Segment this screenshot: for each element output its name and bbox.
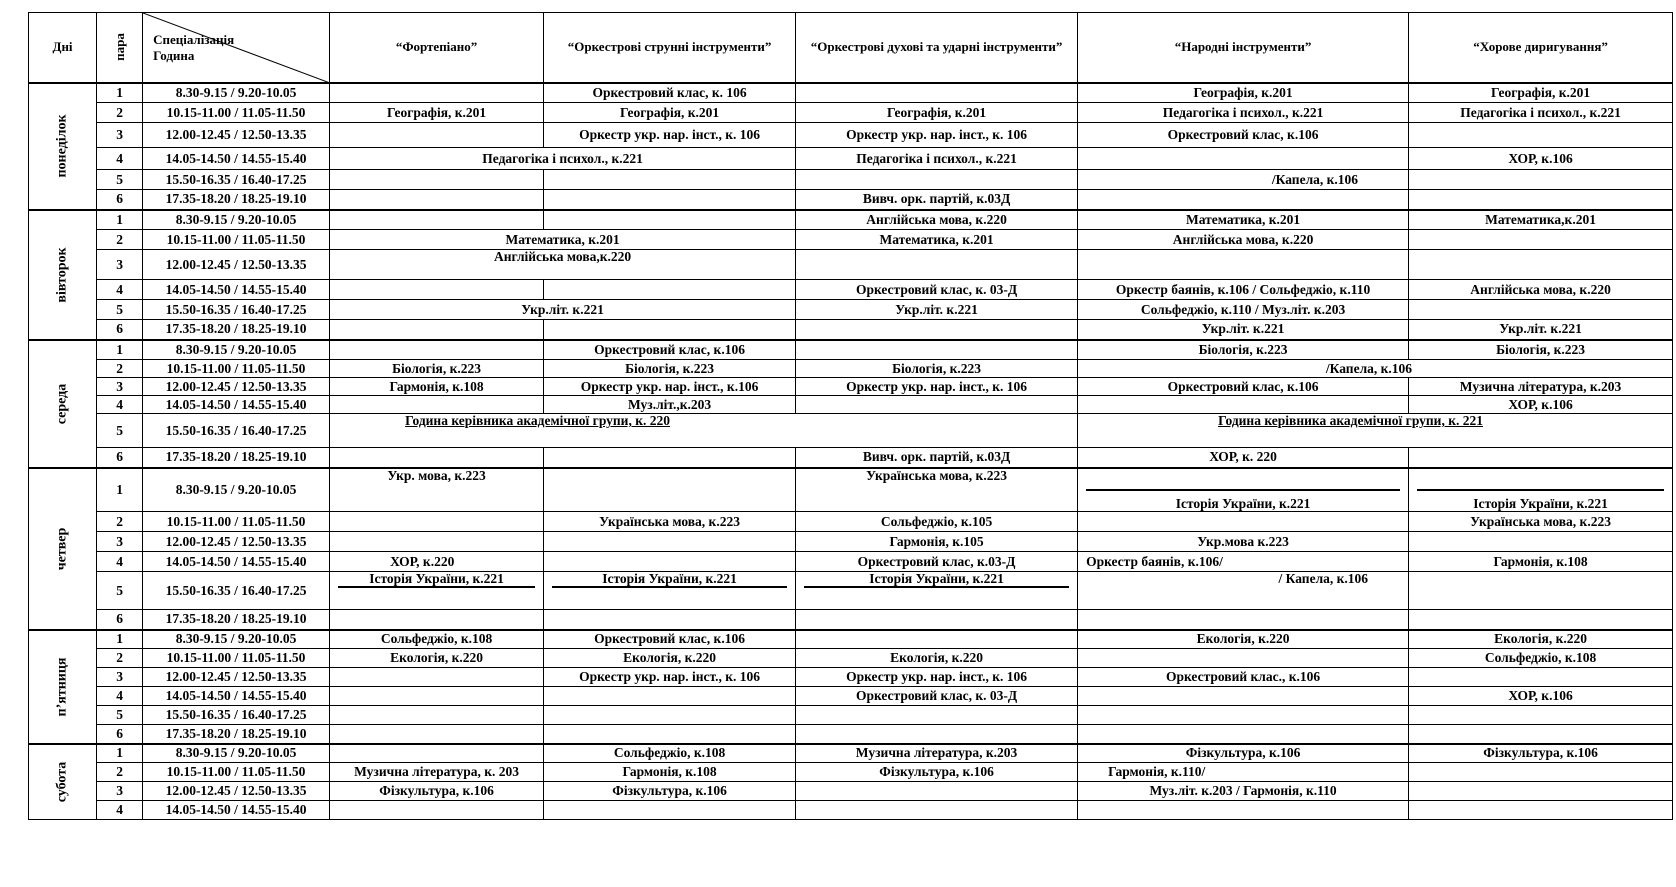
spec-choir: “Хорове диригування” — [1409, 13, 1673, 83]
schedule-cell: 1 — [97, 210, 143, 230]
schedule-cell: Біологія, к.223 — [1409, 340, 1673, 360]
schedule-cell: 4 — [97, 280, 143, 300]
schedule-cell — [1409, 801, 1673, 820]
schedule-cell — [544, 532, 796, 552]
schedule-cell: 10.15-11.00 / 11.05-11.50 — [143, 649, 330, 668]
schedule-cell: 3 — [97, 378, 143, 396]
schedule-cell: Укр.літ. к.221 — [1078, 320, 1409, 340]
schedule-cell: Біологія, к.223 — [1078, 340, 1409, 360]
day-monday: понеділок — [29, 83, 97, 210]
schedule-cell: 6 — [97, 190, 143, 210]
schedule-cell: 14.05-14.50 / 14.55-15.40 — [143, 801, 330, 820]
schedule-cell: 4 — [97, 801, 143, 820]
schedule-cell — [544, 725, 796, 744]
schedule-cell — [1409, 763, 1673, 782]
schedule-cell — [330, 448, 544, 468]
schedule-cell — [1078, 725, 1409, 744]
schedule-cell: Укр.літ. к.221 — [796, 300, 1078, 320]
schedule-cell: 14.05-14.50 / 14.55-15.40 — [143, 280, 330, 300]
schedule-cell: Англійська мова, к.220 — [1409, 280, 1673, 300]
schedule-cell: 10.15-11.00 / 11.05-11.50 — [143, 360, 330, 378]
schedule-cell: 4 — [97, 148, 143, 170]
schedule-cell — [1409, 572, 1673, 610]
para-header: пара — [97, 13, 143, 83]
schedule-cell: 6 — [97, 610, 143, 630]
schedule-cell: Оркестровий клас, к.106 — [1078, 378, 1409, 396]
schedule-cell: 8.30-9.15 / 9.20-10.05 — [143, 83, 330, 103]
schedule-cell — [1078, 250, 1409, 280]
schedule-cell: Фізкультура, к.106 — [1409, 744, 1673, 763]
schedule-cell: Біологія, к.223 — [330, 360, 544, 378]
schedule-cell: Оркестр укр. нар. інст., к. 106 — [796, 123, 1078, 148]
schedule-cell: 1 — [97, 468, 143, 512]
schedule-cell — [1409, 448, 1673, 468]
schedule-cell: 1 — [97, 340, 143, 360]
schedule-cell — [544, 320, 796, 340]
schedule-cell — [330, 340, 544, 360]
schedule-cell: Сольфеджіо, к.105 — [796, 512, 1078, 532]
spec-hour-header — [143, 13, 330, 83]
day-tuesday: вівторок — [29, 210, 97, 340]
schedule-cell: Англійська мова,к.220 — [330, 250, 796, 280]
schedule-cell: 14.05-14.50 / 14.55-15.40 — [143, 396, 330, 414]
schedule-cell — [796, 170, 1078, 190]
spec-label: Спеціалізація — [153, 32, 235, 47]
schedule-cell: Укр.мова к.223 — [1078, 532, 1409, 552]
schedule-cell — [1078, 190, 1409, 210]
schedule-cell — [330, 190, 544, 210]
schedule-cell — [544, 170, 796, 190]
schedule-cell: Муз.літ. к.203 / Гармонія, к.110 — [1078, 782, 1409, 801]
schedule-cell: Сольфеджіо, к.110 / Муз.літ. к.203 — [1078, 300, 1409, 320]
schedule-cell — [796, 83, 1078, 103]
schedule-cell: Оркестровий клас, к.106 — [544, 340, 796, 360]
schedule-cell — [330, 610, 544, 630]
schedule-cell — [1409, 300, 1673, 320]
schedule-cell — [330, 725, 544, 744]
schedule-cell: ХОР, к.106 — [1409, 148, 1673, 170]
schedule-cell: Екологія, к.220 — [1409, 630, 1673, 649]
schedule-cell: Гармонія, к.108 — [1409, 552, 1673, 572]
schedule-cell: 5 — [97, 572, 143, 610]
schedule-cell: Фізкультура, к.106 — [330, 782, 544, 801]
schedule-cell — [1409, 532, 1673, 552]
schedule-cell: Гармонія, к.108 — [330, 378, 544, 396]
schedule-cell: Сольфеджіо, к.108 — [544, 744, 796, 763]
schedule-cell: Географія, к.201 — [1078, 83, 1409, 103]
spec-piano: “Фортепіано” — [330, 13, 544, 83]
schedule-cell: Оркестр баянів, к.106 / Сольфеджіо, к.110 — [1078, 280, 1409, 300]
schedule-cell: Година керівника академічної групи, к. 221 — [1078, 414, 1673, 448]
schedule-cell: Вивч. орк. партій, к.03Д — [796, 448, 1078, 468]
schedule-cell: 8.30-9.15 / 9.20-10.05 — [143, 210, 330, 230]
schedule-cell: Оркестр укр. нар. інст., к. 106 — [544, 668, 796, 687]
schedule-cell: Українська мова, к.223 — [796, 468, 1078, 512]
schedule-cell: Педагогіка і психол., к.221 — [796, 148, 1078, 170]
schedule-cell: 3 — [97, 668, 143, 687]
schedule-cell: Оркестр укр. нар. інст., к. 106 — [544, 123, 796, 148]
schedule-cell — [1409, 230, 1673, 250]
schedule-cell: Історія України, к.221 — [796, 572, 1078, 610]
schedule-cell: 14.05-14.50 / 14.55-15.40 — [143, 552, 330, 572]
schedule-cell: Оркестр баянів, к.106/ — [1078, 552, 1409, 572]
schedule-cell — [330, 801, 544, 820]
schedule-cell: Вивч. орк. партій, к.03Д — [796, 190, 1078, 210]
schedule-cell: Українська мова, к.223 — [1409, 512, 1673, 532]
schedule-cell — [330, 83, 544, 103]
schedule-cell: Гармонія, к.105 — [796, 532, 1078, 552]
schedule-cell: 1 — [97, 630, 143, 649]
schedule-cell: Укр. мова, к.223 — [330, 468, 544, 512]
schedule-cell: 17.35-18.20 / 18.25-19.10 — [143, 190, 330, 210]
schedule-cell — [796, 630, 1078, 649]
schedule-cell — [1409, 610, 1673, 630]
spec-strings: “Оркестрові струнні інструменти” — [544, 13, 796, 83]
day-wednesday: середа — [29, 340, 97, 468]
schedule-cell — [1078, 706, 1409, 725]
schedule-cell: /Капела, к.106 — [1078, 170, 1409, 190]
schedule-cell: Фізкультура, к.106 — [796, 763, 1078, 782]
schedule-cell: 4 — [97, 687, 143, 706]
schedule-cell: Оркестровий клас, к. 03-Д — [796, 280, 1078, 300]
schedule-cell: Біологія, к.223 — [796, 360, 1078, 378]
schedule-cell: 3 — [97, 782, 143, 801]
schedule-cell: Географія, к.201 — [796, 103, 1078, 123]
schedule-cell: Оркестровий клас, к.106 — [544, 630, 796, 649]
schedule-cell: 6 — [97, 448, 143, 468]
schedule-cell: 15.50-16.35 / 16.40-17.25 — [143, 300, 330, 320]
schedule-cell: 15.50-16.35 / 16.40-17.25 — [143, 414, 330, 448]
schedule-cell: Сольфеджіо, к.108 — [1409, 649, 1673, 668]
schedule-cell — [796, 725, 1078, 744]
schedule-cell: 2 — [97, 230, 143, 250]
schedule-cell: Муз.літ.,к.203 — [544, 396, 796, 414]
schedule-cell: 8.30-9.15 / 9.20-10.05 — [143, 468, 330, 512]
schedule-cell — [796, 706, 1078, 725]
schedule-cell: ХОР, к.106 — [1409, 687, 1673, 706]
schedule-cell: Екологія, к.220 — [330, 649, 544, 668]
schedule-cell — [544, 687, 796, 706]
schedule-cell — [544, 448, 796, 468]
schedule-cell: Математика, к.201 — [330, 230, 796, 250]
schedule-cell — [1078, 396, 1409, 414]
schedule-cell: Година керівника академічної групи, к. 220 — [330, 414, 1078, 448]
schedule-cell: 2 — [97, 103, 143, 123]
schedule-cell: 12.00-12.45 / 12.50-13.35 — [143, 782, 330, 801]
schedule-cell: Математика,к.201 — [1409, 210, 1673, 230]
schedule-cell: Педагогіка і психол., к.221 — [1409, 103, 1673, 123]
schedule-cell — [796, 396, 1078, 414]
schedule-cell: 17.35-18.20 / 18.25-19.10 — [143, 610, 330, 630]
schedule-cell — [1409, 782, 1673, 801]
schedule-cell — [1409, 190, 1673, 210]
schedule-cell: ХОР, к.220 — [330, 552, 544, 572]
schedule-cell: 2 — [97, 649, 143, 668]
schedule-cell: 8.30-9.15 / 9.20-10.05 — [143, 630, 330, 649]
schedule-cell: Історія України, к.221 — [1409, 468, 1673, 512]
schedule-cell: Укр.літ. к.221 — [330, 300, 796, 320]
schedule-cell: 14.05-14.50 / 14.55-15.40 — [143, 148, 330, 170]
schedule-cell: ХОР, к. 220 — [1078, 448, 1409, 468]
schedule-cell — [544, 801, 796, 820]
schedule-cell: 15.50-16.35 / 16.40-17.25 — [143, 706, 330, 725]
schedule-cell — [796, 320, 1078, 340]
schedule-cell: 15.50-16.35 / 16.40-17.25 — [143, 572, 330, 610]
schedule-cell — [330, 170, 544, 190]
schedule-cell: 12.00-12.45 / 12.50-13.35 — [143, 378, 330, 396]
schedule-cell: 14.05-14.50 / 14.55-15.40 — [143, 687, 330, 706]
days-header: Дні — [29, 13, 97, 83]
schedule-cell: Англійська мова, к.220 — [796, 210, 1078, 230]
schedule-cell: 4 — [97, 552, 143, 572]
schedule-cell: Музична література, к.203 — [1409, 378, 1673, 396]
schedule-cell: Оркестровий клас, к. 03-Д — [796, 687, 1078, 706]
schedule-cell — [330, 123, 544, 148]
schedule-cell — [544, 210, 796, 230]
schedule-cell: Українська мова, к.223 — [544, 512, 796, 532]
schedule-cell: 1 — [97, 83, 143, 103]
schedule-cell — [1409, 170, 1673, 190]
schedule-table — [28, 12, 1673, 820]
schedule-cell: Історія України, к.221 — [544, 572, 796, 610]
spec-winds: “Оркестрові духові та ударні інструменти” — [796, 13, 1078, 83]
schedule-cell: 3 — [97, 250, 143, 280]
schedule-cell: Оркестровий клас., к.106 — [1078, 668, 1409, 687]
schedule-cell — [1409, 725, 1673, 744]
schedule-cell: 4 — [97, 396, 143, 414]
schedule-cell: 10.15-11.00 / 11.05-11.50 — [143, 763, 330, 782]
schedule-cell — [796, 801, 1078, 820]
schedule-cell — [544, 468, 796, 512]
schedule-cell: Географія, к.201 — [1409, 83, 1673, 103]
schedule-cell — [1078, 610, 1409, 630]
schedule-cell: Екологія, к.220 — [796, 649, 1078, 668]
schedule-cell: Педагогіка і психол., к.221 — [1078, 103, 1409, 123]
schedule-cell: 10.15-11.00 / 11.05-11.50 — [143, 230, 330, 250]
schedule-cell — [796, 782, 1078, 801]
schedule-cell: 5 — [97, 414, 143, 448]
schedule-cell: Оркестровий клас, к.106 — [1078, 123, 1409, 148]
schedule-cell: Оркестр укр. нар. інст., к. 106 — [796, 668, 1078, 687]
day-friday: п’ятниця — [29, 630, 97, 744]
schedule-cell: ХОР, к.106 — [1409, 396, 1673, 414]
schedule-cell — [1409, 250, 1673, 280]
schedule-cell — [544, 280, 796, 300]
schedule-cell — [1078, 687, 1409, 706]
schedule-cell: Фізкультура, к.106 — [1078, 744, 1409, 763]
schedule-cell: 12.00-12.45 / 12.50-13.35 — [143, 123, 330, 148]
schedule-cell: /Капела, к.106 — [1078, 360, 1673, 378]
schedule-cell — [1078, 148, 1409, 170]
schedule-cell: Оркестр укр. нар. інст., к.106 — [544, 378, 796, 396]
schedule-cell — [544, 706, 796, 725]
schedule-cell: Укр.літ. к.221 — [1409, 320, 1673, 340]
hour-label: Година — [153, 48, 195, 63]
schedule-cell: Оркестр укр. нар. інст., к. 106 — [796, 378, 1078, 396]
header-row — [29, 13, 1673, 83]
schedule-cell — [330, 668, 544, 687]
schedule-cell — [1078, 512, 1409, 532]
schedule-cell: 10.15-11.00 / 11.05-11.50 — [143, 512, 330, 532]
schedule-cell — [796, 250, 1078, 280]
schedule-cell: Географія, к.201 — [544, 103, 796, 123]
schedule-cell: Музична література, к.203 — [796, 744, 1078, 763]
schedule-cell: Математика, к.201 — [1078, 210, 1409, 230]
schedule-cell: Оркестровий клас, к.03-Д — [796, 552, 1078, 572]
schedule-cell: 8.30-9.15 / 9.20-10.05 — [143, 744, 330, 763]
schedule-cell: 12.00-12.45 / 12.50-13.35 — [143, 532, 330, 552]
schedule-cell — [544, 552, 796, 572]
schedule-cell: 5 — [97, 300, 143, 320]
schedule-cell — [544, 190, 796, 210]
schedule-cell: 3 — [97, 532, 143, 552]
schedule-cell: Біологія, к.223 — [544, 360, 796, 378]
schedule-cell: 8.30-9.15 / 9.20-10.05 — [143, 340, 330, 360]
schedule-cell: Географія, к.201 — [330, 103, 544, 123]
schedule-cell: Фізкультура, к.106 — [544, 782, 796, 801]
schedule-cell — [1078, 649, 1409, 668]
schedule-cell — [330, 396, 544, 414]
schedule-cell — [1409, 123, 1673, 148]
schedule-cell — [1078, 801, 1409, 820]
schedule-cell: Історія України, к.221 — [1078, 468, 1409, 512]
schedule-cell: Екологія, к.220 — [544, 649, 796, 668]
day-thursday: четвер — [29, 468, 97, 630]
schedule-cell: 2 — [97, 360, 143, 378]
schedule-cell — [330, 687, 544, 706]
day-saturday: субота — [29, 744, 97, 820]
schedule-cell: 12.00-12.45 / 12.50-13.35 — [143, 250, 330, 280]
schedule-cell: Оркестровий клас, к. 106 — [544, 83, 796, 103]
schedule-cell: 17.35-18.20 / 18.25-19.10 — [143, 320, 330, 340]
schedule-cell — [330, 532, 544, 552]
schedule-cell — [796, 610, 1078, 630]
schedule-cell — [330, 280, 544, 300]
schedule-cell: Гармонія, к.110/ — [1078, 763, 1409, 782]
schedule-cell: 15.50-16.35 / 16.40-17.25 — [143, 170, 330, 190]
schedule-cell: Сольфеджіо, к.108 — [330, 630, 544, 649]
schedule-cell: Гармонія, к.108 — [544, 763, 796, 782]
schedule-cell — [1409, 668, 1673, 687]
schedule-cell: 17.35-18.20 / 18.25-19.10 — [143, 725, 330, 744]
schedule-cell: / Капела, к.106 — [1078, 572, 1409, 610]
schedule-cell: 5 — [97, 706, 143, 725]
schedule-cell — [330, 210, 544, 230]
schedule-cell — [330, 706, 544, 725]
schedule-cell — [330, 320, 544, 340]
schedule-cell: Екологія, к.220 — [1078, 630, 1409, 649]
schedule-cell: 6 — [97, 725, 143, 744]
schedule-cell — [1409, 706, 1673, 725]
schedule-cell — [330, 744, 544, 763]
schedule-cell — [796, 340, 1078, 360]
schedule-cell: 2 — [97, 763, 143, 782]
schedule-cell: 6 — [97, 320, 143, 340]
schedule-cell — [330, 512, 544, 532]
schedule-cell: 17.35-18.20 / 18.25-19.10 — [143, 448, 330, 468]
schedule-cell: Історія України, к.221 — [330, 572, 544, 610]
schedule-cell: 3 — [97, 123, 143, 148]
schedule-cell: Музична література, к. 203 — [330, 763, 544, 782]
spec-folk: “Народні інструменти” — [1078, 13, 1409, 83]
schedule-cell: Педагогіка і психол., к.221 — [330, 148, 796, 170]
schedule-cell — [544, 610, 796, 630]
schedule-cell: 5 — [97, 170, 143, 190]
schedule-cell: 1 — [97, 744, 143, 763]
schedule-cell: Англійська мова, к.220 — [1078, 230, 1409, 250]
schedule-cell: Математика, к.201 — [796, 230, 1078, 250]
schedule-cell: 2 — [97, 512, 143, 532]
schedule-cell: 12.00-12.45 / 12.50-13.35 — [143, 668, 330, 687]
schedule-cell: 10.15-11.00 / 11.05-11.50 — [143, 103, 330, 123]
